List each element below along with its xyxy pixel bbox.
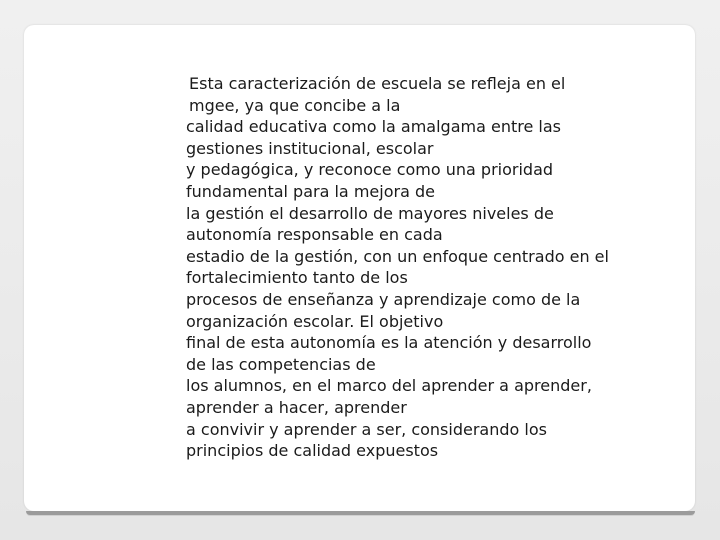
paragraph-line: procesos de enseñanza y aprendizaje como de la	[186, 289, 581, 309]
paragraph-line: mgee, ya que concibe a la	[189, 95, 401, 115]
paragraph-line: y pedagógica, y reconoce como una prioridad	[186, 160, 554, 180]
paragraph-line: gestiones institucional, escolar	[186, 138, 434, 158]
paragraph-line: final de esta autonomía es la atención y desarrollo	[186, 333, 592, 353]
paragraph-line: los alumnos, en el marco del aprender a aprender,	[186, 376, 592, 396]
paragraph-line: autonomía responsable en cada	[186, 225, 443, 245]
paragraph-line: organización escolar. El objetivo	[186, 311, 444, 331]
slide-body-paragraph	[186, 73, 686, 462]
paragraph-line: estadio de la gestión, con un enfoque centrado en el	[186, 246, 609, 266]
paragraph-line: Esta caracterización de escuela se refleja en el	[189, 74, 566, 93]
paragraph-line: calidad educativa como la amalgama entre las	[186, 117, 561, 137]
paragraph-line: a convivir y aprender a ser, considerando los	[186, 419, 547, 439]
slide-bottom-border	[26, 511, 695, 515]
paragraph-line: fundamental para la mejora de	[186, 181, 435, 201]
paragraph-line: fortalecimiento tanto de los	[186, 268, 408, 288]
paragraph-line: aprender a hacer, aprender	[186, 397, 407, 417]
paragraph-line: de las competencias de	[186, 354, 376, 374]
paragraph-line: principios de calidad expuestos	[186, 441, 439, 461]
paragraph-line: la gestión el desarrollo de mayores niveles de	[186, 203, 554, 223]
